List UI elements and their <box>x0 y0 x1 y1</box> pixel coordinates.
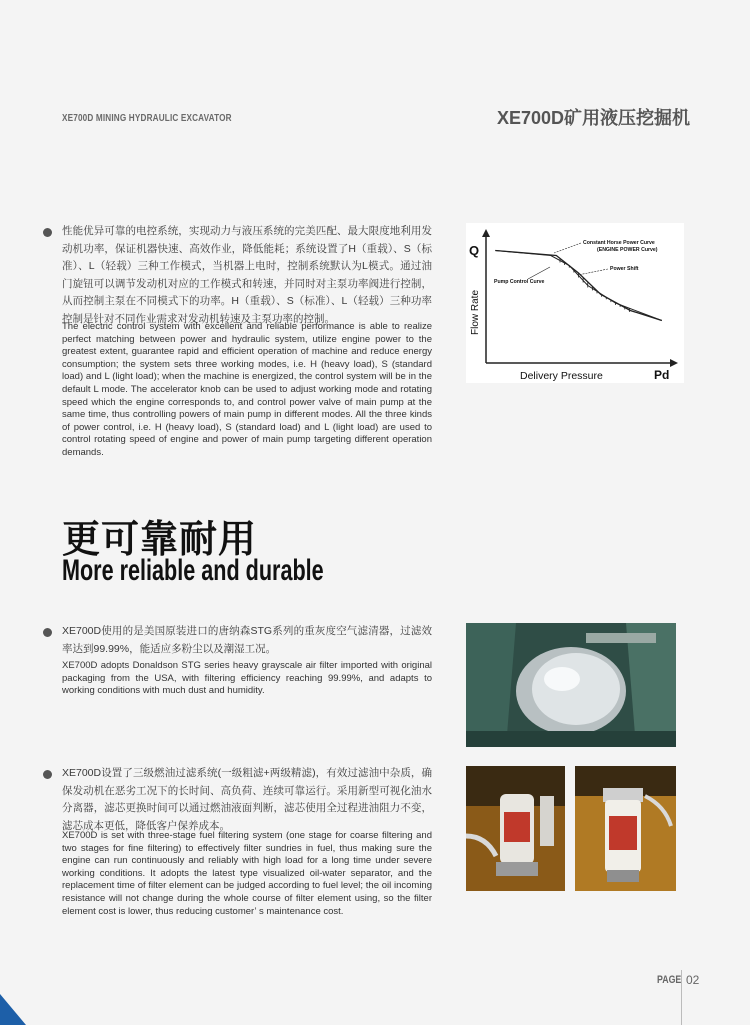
fuel-filter-bottom <box>607 870 639 882</box>
fuel-filter-cap <box>603 788 643 802</box>
bullet-dot <box>43 770 52 779</box>
fuel-filter-base <box>496 862 538 876</box>
page-label: PAGE <box>657 974 682 986</box>
chart-annotation-chp: Constant Horse Power Curve <box>583 240 655 246</box>
section2-text-cn: XE700D使用的是美国原装进口的唐纳森STG系列的重灰度空气滤清器，过滤效率达到99.99%，能适应多粉尘以及潮湿工况。 <box>62 625 432 655</box>
fuel-filter-photo-2 <box>575 766 676 891</box>
fuel-filter-label <box>609 816 637 850</box>
chart-y-symbol: Q <box>469 243 480 258</box>
chart-annotation-pump: Pump Control Curve <box>494 279 545 285</box>
section1-text-cn: 性能优异可靠的电控系统，实现动力与液压系统的完美匹配、最大限度地利用发动机功率，保证机器快速、高效作业，降低能耗；系统设置了H（重载）、S（标准）、L（轻载）三种工作模式，当机器上电时，控制系统默认为L模式。通过油门旋钮可以调节发动机对应的工作模式和转速，并同时对主泵功率阀进行控制，从而控制主泵在不同模式下的功率。H（重载）、S（标准）、L（轻载）三种功率控制是针对不同作业需求对发动机转速及主泵功率的控制。 <box>62 225 432 325</box>
chart-x-arrow <box>670 359 678 367</box>
fuel-filter-secondary <box>540 796 554 846</box>
header-title-cn: XE700D矿用液压挖掘机 <box>496 108 690 128</box>
bullet-dot <box>43 628 52 637</box>
bullet-dot <box>43 228 52 237</box>
chart-annotation-engine: (ENGINE POWER Curve) <box>597 247 658 253</box>
fuel-filter-label <box>504 812 530 842</box>
chart-y-arrow <box>482 229 490 237</box>
chart-xlabel: Delivery Pressure <box>520 370 603 382</box>
header-title-en: XE700D MINING HYDRAULIC EXCAVATOR <box>62 112 232 124</box>
section1-text-en: The electric control system with excellent and reliable performance is able to realize perfect matching between power and hydraulic system, utilize engine power to the greatest extent, guarantee rapid and efficient operation of machine and reduce energy consumption; the system sets three working modes, i.e. H (heavy load), S (standard load) and L (light load); when the machine is energized, the control system will be in the default L mode. The accelerator knob can be used to adjust working mode and rotating speed which the engine corresponds to, and control power valve of main pump at the same time, thus controlling powers of main pump in different modes. All the three kinds of power control, i.e. H (heavy load), S (standard load) and L (light load) are used to control rotating speed of engine and power of main pump targeting different operation demands. <box>62 321 432 458</box>
photo-base <box>466 731 676 747</box>
chart-series-constant-horse-power <box>495 251 662 321</box>
chart-ylabel: Flow Rate <box>470 289 481 335</box>
air-filter-cap <box>532 653 620 725</box>
chart-annotation-leader-chp <box>554 243 581 253</box>
chart-annotation-shift: Power Shift <box>610 266 639 272</box>
chart-x-symbol: Pd <box>654 368 670 382</box>
chart-series-pump-control <box>495 251 662 321</box>
chart-annotation-leader-shift <box>578 269 608 275</box>
section3-text-cn: XE700D设置了三级燃油过滤系统(一级粗滤+两级精滤)，有效过滤油中杂质，确保发动机在恶劣工况下的长时间、高负荷、连续可靠运行。采用新型可视化油水分离器，滤芯更换时间可以通过燃油液面判断，滤芯使用全过程进油阻力不变，滤芯成本更低，降低客户保养成本。 <box>62 767 432 832</box>
section2-title-en: More reliable and durable <box>62 554 324 587</box>
section2-title-cn: 更可靠耐用 <box>62 519 258 561</box>
section2-text-en: XE700D adopts Donaldson STG series heavy grayscale air filter imported with original packaging from the USA, with filtering efficiency reaching 99.99%, and adapts to working conditions with much dust and humidity. <box>62 660 432 697</box>
chart-annotation-leader-pump <box>528 267 550 279</box>
fuel-filter-photo-1 <box>466 766 565 891</box>
corner-accent <box>0 994 26 1025</box>
section3-text-en: XE700D is set with three-stage fuel filtering system (one stage for coarse filtering and two stages for fine filtering) to effectively filter sundries in fuel, thus making sure the engine can run continuously and reliably with high load for a long time under severe working conditions. It adopts the latest type visualized oil-water separator, and the replacement time of filter element can be judged according to fuel level; the oil incoming resistance will not change during the whole course of filter element using, so the filter element cost is lower, thus reducing customer’ s maintenance cost. <box>62 830 432 917</box>
chart-svg <box>466 223 684 383</box>
air-filter-reflection <box>544 667 580 691</box>
air-filter-photo <box>466 623 676 747</box>
page-separator <box>681 970 682 1025</box>
page-number: 02 <box>686 973 700 987</box>
photo-bracket <box>586 633 656 643</box>
power-curve-chart <box>466 223 684 383</box>
